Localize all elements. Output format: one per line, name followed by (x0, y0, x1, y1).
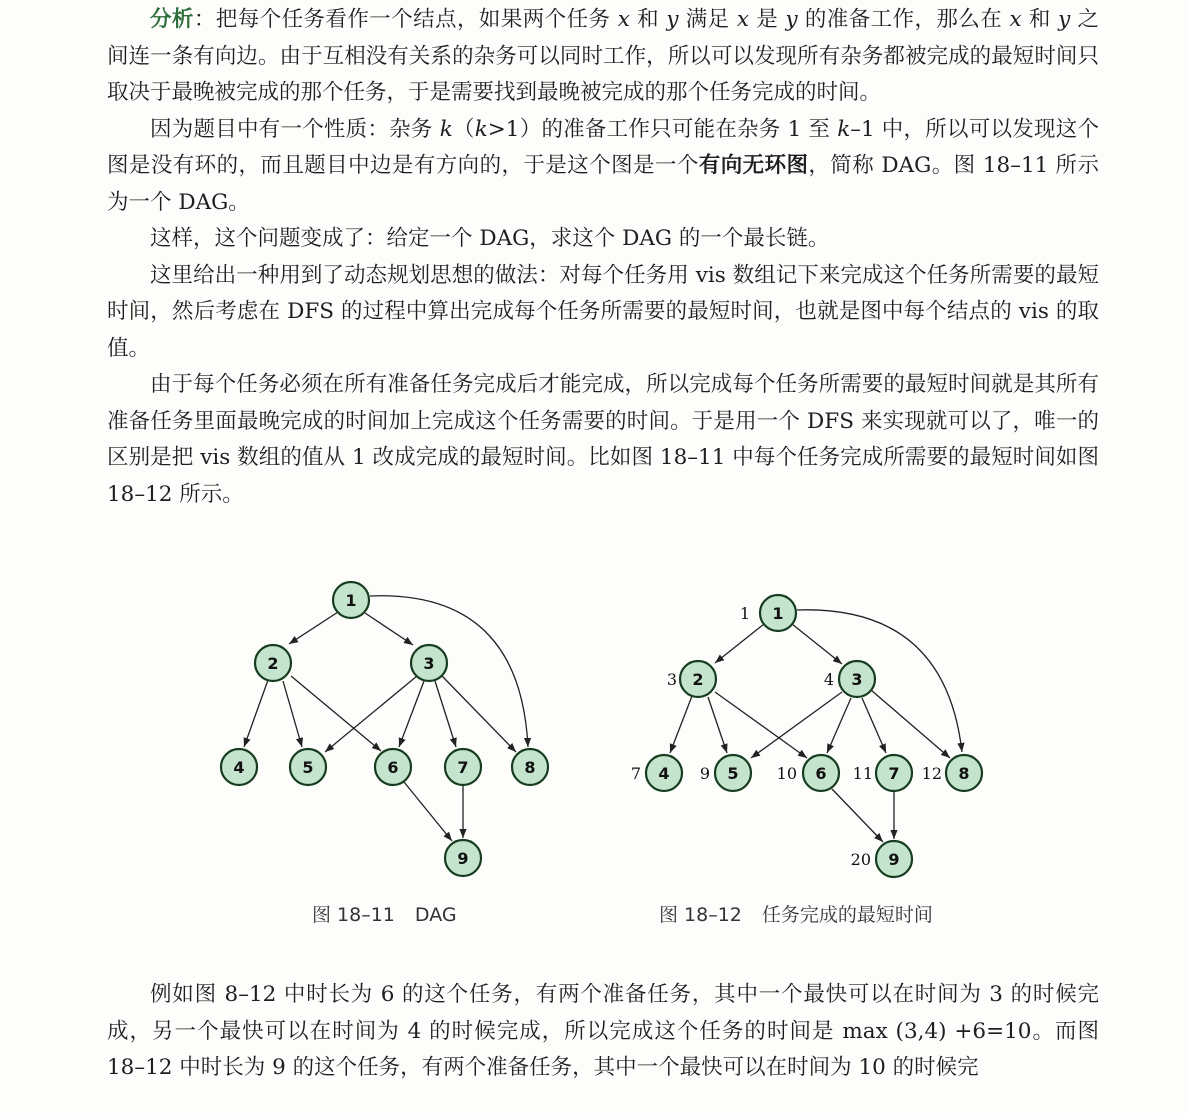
svg-text:2: 2 (692, 670, 704, 689)
paragraph-dp-method: 这里给出一种用到了动态规划思想的做法：对每个任务用 vis 数组记下来完成这个任务所需要的最短时间，然后考虑在 DFS 的过程中算出完成每个任务所需要的最短时间，也就是图中每个结点的 vis 的取值。 (107, 262, 1099, 361)
svg-text:1: 1 (772, 604, 784, 623)
fig2-edge-3-5 (751, 692, 842, 758)
svg-text:3: 3 (423, 654, 435, 673)
node-time-label: 9 (699, 764, 710, 783)
node-time-label: 12 (921, 764, 942, 783)
fig1-node (290, 749, 326, 785)
paragraph-longest-chain: 这样，这个问题变成了：给定一个 DAG，求这个 DAG 的一个最长链。 (150, 226, 830, 251)
fig1-node (512, 749, 548, 785)
figure2-caption: 图 18–12 任务完成的最短时间 (659, 904, 933, 926)
fig2-node (777, 755, 839, 791)
node-time-label: 1 (739, 604, 750, 623)
fig2-node (824, 661, 875, 697)
fig2-edge-3-6 (827, 698, 851, 753)
fig1-edge-3-7 (435, 681, 456, 747)
fig1-node (333, 582, 369, 618)
fig1-node (445, 840, 481, 876)
dag-term: 有向无环图 (698, 153, 809, 178)
svg-text:9: 9 (457, 849, 469, 868)
fig2-edges (670, 610, 962, 842)
node-time-label: 11 (852, 764, 873, 783)
svg-text:7: 7 (457, 758, 469, 777)
body-text (107, 2, 1099, 513)
svg-text:5: 5 (727, 764, 739, 783)
fig2-node (700, 755, 751, 791)
svg-text:6: 6 (387, 758, 399, 777)
svg-text:7: 7 (888, 764, 900, 783)
fig1-edge-3-8 (442, 676, 516, 752)
svg-text:8: 8 (524, 758, 536, 777)
fig2-nodes (631, 595, 982, 877)
fig1-edge-2-6 (291, 676, 381, 751)
fig2-node (853, 755, 912, 791)
fig1-edge-3-6 (399, 681, 424, 747)
fig1-edge-2-4 (244, 680, 268, 747)
node-time-label: 4 (823, 670, 834, 689)
fig2-edge-3-8 (871, 690, 950, 758)
fig2-edge-2-6 (715, 692, 807, 758)
svg-text:6: 6 (815, 764, 827, 783)
fig1-node (221, 749, 257, 785)
svg-text:2: 2 (267, 654, 279, 673)
fig2-node (667, 661, 716, 697)
fig2-node (631, 755, 682, 791)
fig2-node (740, 595, 796, 631)
fig1-edge-6-9 (404, 782, 452, 841)
fig1-edge-1-3 (365, 613, 413, 645)
node-time-label: 3 (666, 670, 677, 689)
node-time-label: 10 (776, 764, 797, 783)
body-text-after (107, 977, 1099, 1087)
figures (0, 560, 1189, 890)
paragraph-example: 例如图 8–12 中时长为 6 的这个任务，有两个准备任务，其中一个最快可以在时间为 3 的时候完成，另一个最快可以在时间为 4 的时候完成，所以完成这个任务的时间是 max (3,4) +6=10。而图 18–12 中时长为 9 的这个任务，有两个准备任务，其中一个最快可以在时间为 10 的时候完 (107, 982, 1099, 1080)
svg-text:3: 3 (851, 670, 863, 689)
svg-text:8: 8 (958, 764, 970, 783)
fig2-edge-3-7 (862, 698, 886, 753)
fig1-edges (244, 596, 528, 841)
node-time-label: 7 (630, 764, 641, 783)
fig1-node (375, 749, 411, 785)
fig2-node (922, 755, 982, 791)
figure1-caption: 图 18–11 DAG (312, 904, 457, 926)
fig2-edge-1-2 (715, 624, 764, 663)
fig2-node (851, 841, 912, 877)
svg-text:4: 4 (233, 758, 245, 777)
fig2-edge-1-3 (792, 624, 842, 664)
fig1-node (445, 749, 481, 785)
fig1-edge-2-5 (283, 681, 302, 747)
fig2-edge-6-9 (832, 789, 883, 842)
fig2-edge-1-8 (797, 610, 962, 752)
paragraph-dfs: 由于每个任务必须在所有准备任务完成后才能完成，所以完成每个任务所需要的最短时间就是其所有准备任务里面最晚完成的时间加上完成这个任务需要的时间。于是用一个 DFS 来实现就可以了，唯一的区别是把 vis 数组的值从 1 改成完成的最短时间。比如图 18–11 中每个任务完成所需要的最短时间如图 18–12 所示。 (107, 372, 1099, 507)
paragraph-dag-property: 因为题目中有一个性质：杂务 k（k>1）的准备工作只可能在杂务 1 至 k–1 中，所以可以发现这个图是没有环的，而且题目中边是有方向的，于是这个图是一个有向无环图，简称 DAG。图 18–11 所示为一个 DAG。 (107, 116, 1099, 215)
fig1-edge-1-2 (289, 612, 338, 644)
fig1-node (411, 645, 447, 681)
svg-text:9: 9 (888, 850, 900, 869)
fig2-edge-2-5 (708, 697, 727, 753)
svg-text:1: 1 (345, 591, 357, 610)
svg-text:4: 4 (658, 764, 670, 783)
node-time-label: 20 (850, 850, 871, 869)
paragraph-analysis: 分析：把每个任务看作一个结点，如果两个任务 x 和 y 满足 x 是 y 的准备工作，那么在 x 和 y 之间连一条有向边。由于互相没有关系的杂务可以同时工作，所以可以发现所有杂务都被完成的最短时间只取决于最晚被完成的那个任务，于是需要找到最晚被完成的那个任务完成的时间。 (107, 7, 1099, 105)
fig1-edge-3-5 (325, 676, 417, 752)
fig2-edge-2-4 (670, 696, 692, 753)
fig1-node (255, 645, 291, 681)
analysis-keyword: 分析 (150, 7, 194, 32)
svg-text:5: 5 (302, 758, 314, 777)
